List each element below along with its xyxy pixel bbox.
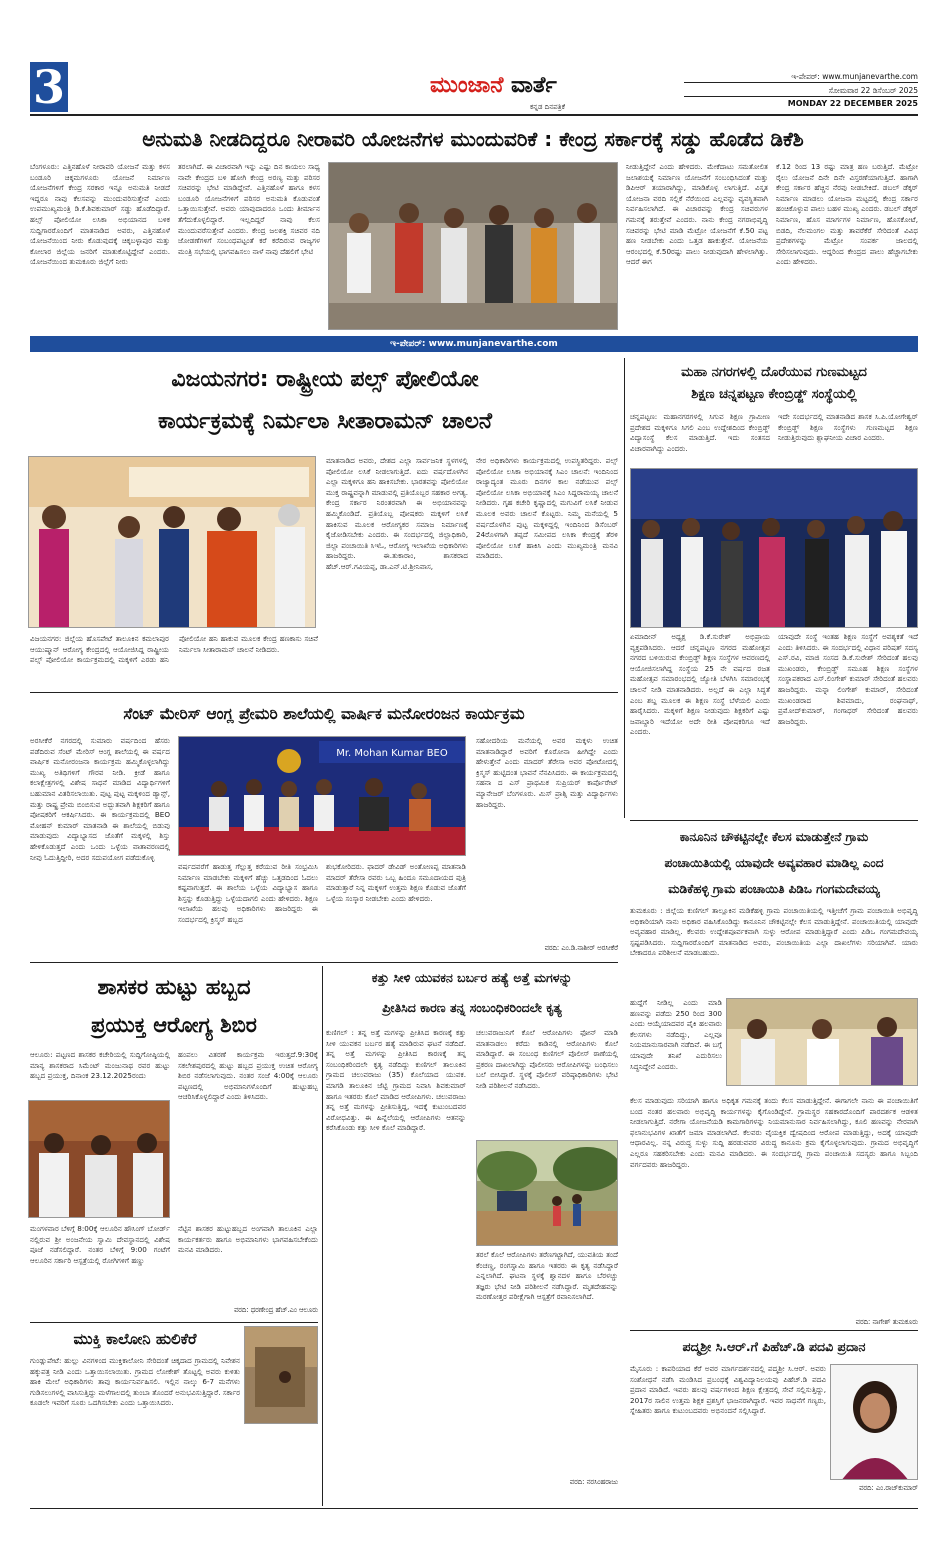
article2-headline-line2: ಕಾರ್ಯಕ್ರಮಕ್ಕೆ ನಿರ್ಮಲಾ ಸೀತಾರಾಮನ್ ಚಾಲನೆ — [157, 409, 493, 434]
article7-col2: ಚಲುವರಾಜುನಿಗೆ ಕೊಲೆ ಆರೋಪಿಗಳು ಫೋನ್ ಮಾಡಿ ಮಾತನಾಡಲು ಕರೆದು ಕಾಡಿನಲ್ಲಿ ಆರೋಪಿಗಳು ಕೊಲೆ ಮಾಡಿದ್ದಾರೆ. ಈ ಸಂಬಂಧ ಕುಣಿಗಲ್ ಪೊಲೀಸ್ ಠಾಣೆಯಲ್ಲಿ ಪ್ರಕರಣ ದಾಖಲಾಗಿದ್ದು ಪೊಲೀಸರು ಆರೋಪಿಗಳನ್ನು ಬಂಧಿಸಲು ಬಲೆ ಬೀಸಿದ್ದಾರೆ. ಸ್ಥಳಕ್ಕೆ ಪೊಲೀಸ್ ವರಿಷ್ಠಾಧಿಕಾರಿಗಳು ಭೇಟಿ ನೀಡಿ ಪರಿಶೀಲನೆ ನಡೆಸಿದರು. — [476, 1028, 618, 1090]
article6-headline-line2: ಪ್ರಯುಕ್ತ ಆರೋಗ್ಯ ಶಿಬಿರ — [91, 1013, 257, 1037]
article8-body: ಗುಂಡ್ಲುಪೇಟೆ: ಹುಲ್ಲು ವಿನಗಳಿಂದ ಮುಕ್ತಿಕಾಲೋನಿ ಸೇರಿದಂತೆ ಚಿಕ್ಕದಾದ ಗ್ರಾಮದಲ್ಲಿ ನಿವೇಶನ ಹಕ್ಕುಪತ್ರ ನೀಡಿ ಎಂದು ಒತ್ತಾಯಿಸಲಾಯಿತು. ಗ್ರಾಮದ ಲೋಕೇಶ್ ತೊಟ್ಟಲ್ಲಿ ಅವರು ಕುಳಿತು ಹಾಕಿ ಮೇಲೆ ಅಧಿಕಾರಿಗಳು ತಾವು ಕಾರ್ಯನಿರ್ವಹಿಸಲಿ. ಇಲ್ಲಿನ ನಾಲ್ಕು 6-7 ಮನೆಗಳು ಗುಡಿಸಲುಗಳಲ್ಲಿ ವಾಸಿಸುತ್ತಿದ್ದು ಮಳೆಗಾಲದಲ್ಲಿ ತುಂಬಾ ತೊಂದರೆ ಅನುಭವಿಸುತ್ತಿದ್ದಾರೆ. ಸರ್ಕಾರ ಕೂಡಲೇ ಇವರಿಗೆ ಸೂರು ಒದಗಿಸಬೇಕು ಎಂದು ಒತ್ತಾಯಿಸಿದರು. — [30, 1356, 240, 1408]
article3-intro-left: ಚನ್ನಪಟ್ಟಣ: ಮಹಾನಗರಗಳಲ್ಲಿ ಸಿಗುವ ಶಿಕ್ಷಣ ಗ್ರಾಮೀಣ ಪ್ರದೇಶದ ಮಕ್ಕಳಿಗೂ ಸಿಗಲಿ ಎಂಬ ಉದ್ದೇಶದಿಂದ ಕೇಂಬ್ರಿಡ್ಜ್ ವಿದ್ಯಾಸಂಸ್ಥೆ ಕೆಲಸ ಮಾಡುತ್ತಿದೆ. ಇದು ಸಂತಸದ ವಿಚಾರವಾಗಿದ್ದು ಎಂದರು. — [630, 412, 770, 453]
article5-body2: ಕೆಲಸ ಮಾಡುವುದು ಸರಿಯಾಗಿ ಹಾಗೂ ಅಧಿಕೃತ ಗಮನಕ್ಕೆ ತಂದು ಕೆಲಸ ಮಾಡುತ್ತಿದ್ದೇನೆ. ಈಗಾಗಲೇ ನಾನು ಈ ಪಂಚಾಯಿತಿಗೆ ಬಂದ ನಂತರ ಹಲವಾರು ಅಭಿವೃದ್ಧಿ ಕಾರ್ಯಗಳನ್ನು ಕೈಗೊಂಡಿದ್ದೇನೆ. ಗ್ರಾಮಸ್ಥರ ಸಹಕಾರದೊಂದಿಗೆ ಪಾರದರ್ಶಕ ಆಡಳಿತ ನೀಡಲಾಗುತ್ತಿದೆ. ನರೇಗಾ ಯೋಜನೆಯಡಿ ಕಾಮಗಾರಿಗಳನ್ನು ನಿಯಮಾನುಸಾರ ನಿರ್ವಹಿಸಲಾಗಿದ್ದು, ಕೂಲಿ ಹಣವನ್ನು ನೇರವಾಗಿ ಫಲಾನುಭವಿಗಳ ಖಾತೆಗೆ ಜಮಾ ಮಾಡಲಾಗಿದೆ. ಕೆಲವರು ವೈಯಕ್ತಿಕ ದ್ವೇಷದಿಂದ ಆರೋಪ ಮಾಡುತ್ತಿದ್ದು, ಅದಕ್ಕೆ ಯಾವುದೇ ಆಧಾರವಿಲ್ಲ. ನನ್ನ ವಿರುದ್ಧ ಸುಳ್ಳು ಸುದ್ದಿ ಹರಡುವವರ ವಿರುದ್ಧ ಕಾನೂನು ಕ್ರಮ ಕೈಗೊಳ್ಳಲಾಗುವುದು. ಗ್ರಾಮದ ಅಭಿವೃದ್ಧಿಗೆ ಎಲ್ಲರೂ ಸಹಕರಿಸಬೇಕು ಎಂದು ಮನವಿ ಮಾಡಿದರು. ಈ ಸಂದರ್ಭದಲ್ಲಿ ಗ್ರಾಮ ಪಂಚಾಯಿತಿ ಸದಸ್ಯರು ಹಾಗೂ ಸಿಬ್ಬಂದಿ ವರ್ಗದವರು ಹಾಜರಿದ್ದರು. — [630, 1096, 918, 1169]
article4-photo-illustration — [179, 737, 466, 856]
article5-credit: ವರದಿ: ನಾಗೇಶ್ ತುಮಕೂರು — [855, 1318, 918, 1326]
article6-bottom2: ನೆಟ್ಟಿನ ಶಾಸಕರ ಹುಟ್ಟುಹಬ್ಬದ ಅಂಗವಾಗಿ ತಾಲೂಕಿನ ಎಲ್ಲಾ ಕಾರ್ಯಕರ್ತರು ಹಾಗೂ ಅಭಿಮಾನಿಗಳು ಭಾಗವಹಿಸಬೇಕೆಂದು ಮನವಿ ಮಾಡಿದರು. — [178, 1224, 318, 1255]
page-number-box: 3 — [30, 62, 68, 112]
article3-photo — [630, 468, 918, 628]
article2-photo-illustration — [29, 457, 316, 628]
article6-headline-line1: ಶಾಸಕರ ಹುಟ್ಟು ಹಬ್ಬದ — [97, 975, 251, 999]
article7-photo — [476, 1140, 618, 1246]
article4-photo — [178, 736, 466, 856]
article1-col2: ತರಲಾಗಿದೆ. ಈ ವಿಚಾರವಾಗಿ ಇನ್ನು ಎಷ್ಟು ದಿನ ಕಾಯಲು ಸಾಧ್ಯ ನಾವೇ ಕೇಂದ್ರದ ಬಳಿ ಹೋಗಿ ಕೇಂದ್ರ ಅರಣ್ಯ ಮತ್ತು ಪರಿಸರ ಸಚಿವರನ್ನು ಭೇಟಿ ಮಾಡಿದ್ದೇವೆ. ಎತ್ತಿನಹೊಳೆ ಹಾಗೂ ಕಳಸ ಬಂಡೂರಿ ಯೋಜನೆಗಳಿಗೆ ಪರಿಸರ ಅನುಮತಿ ಕೊಡುವಂತೆ ಒತ್ತಾಯಿಸುತ್ತೇವೆ. ಅವರು ಯಾವುದಾದರೂ ಒಂದು ತೀರ್ಮಾನ ತೆಗೆದುಕೊಳ್ಳಲಿದ್ದಾರೆ. ಇಲ್ಲದಿದ್ದರೆ ನಾವು ಕೆಲಸ ಮುಂದುವರೆಸುತ್ತೇವೆ ಎಂದರು. ಕೇಂದ್ರ ಜಲಶಕ್ತಿ ಸಚಿವರ ನದಿ ಜೋಡಣೆಗಳಿಗೆ ಸಂಬಂಧಪಟ್ಟಂತೆ ಕರೆ ಕರೆದಿರುವ ರಾಜ್ಯಗಳ ಮಂತ್ರಿ ಸಭೆಯಲ್ಲಿ ಭಾಗವಹಿಸಲು ನಾಳೆ ನಾವು ದೆಹಲಿಗೆ ಭೇಟಿ — [178, 162, 320, 256]
article3-headline-line2: ಶಿಕ್ಷಣ ಚನ್ನಪಟ್ಟಣ ಕೇಂಬ್ರಿಡ್ಜ್ ಸಂಸ್ಥೆಯಲ್ಲಿ — [691, 387, 857, 402]
article8-photo — [244, 1326, 318, 1424]
article4-col3: ಶುಭಕೋರಿದರು. ಫಾದರ್ ಡೇವಿಡ್ ಅಂತೋಣಪ್ಪ ಮಾತನಾಡಿ ಮಾದರ್ ತೆರೇಸಾ ರವರು ಒಬ್ಬ ಹಿಂದೂ ಸಮೂದಾಯದ ಪುತ್ರಿ ಮಾಡುತ್ತಾರೆ ನಿನ್ನ ಮಕ್ಕಳಿಗೆ ಉತ್ತಮ ಶಿಕ್ಷಣ ಕೊಡುವ ಜೊತೆಗೆ ಒಳ್ಳೆಯ ಸಂಸ್ಕಾರ ನೀಡಬೇಕು ಎಂದು ಹೇಳಿದರು. — [326, 862, 466, 903]
article2-caption: ವಿಜಯನಗರ: ಜಿಲ್ಲೆಯ ಹೊಸಪೇಟೆ ತಾಲೂಕಿನ ಕಮಲಾಪುರ ಆಯುಷ್ಮಾನ್ ಆರೋಗ್ಯ ಕೇಂದ್ರದಲ್ಲಿ ಆಯೋಜಿಸಿದ್ದ ರಾಷ್ಟ್ರೀಯ ಪಲ್ಸ್ ಪೋಲಿಯೋ ಕಾರ್ಯಕ್ರಮದಲ್ಲಿ ಮಕ್ಕಳಿಗೆ ಎರಡು ಹನಿ ಪೋಲಿಯೋ ಹನಿ ಹಾಕುವ ಮೂಲಕ ಕೇಂದ್ರ ಹಣಕಾಸು ಸಚಿವೆ ನಿರ್ಮಲಾ ಸೀತಾರಾಮನ್ ಚಾಲನೆ ನೀಡಿದರು. — [30, 634, 318, 665]
article5-photo-illustration — [727, 999, 918, 1086]
article6-photo — [28, 1100, 170, 1218]
article3-caption-left: ಏಮಾದೀನ್ ಅಧ್ಯಕ್ಷ ಡಿ.ಕೆ.ಸುರೇಶ್ ಅಭಿಪ್ರಾಯ ವ್ಯಕ್ತಪಡಿಸಿದರು. ಆದರೆ ಚನ್ನಪಟ್ಟಣ ನಗರದ ಮಹೋತ್ಸವ ನಗರದ ಬಳಿಯಿರುವ ಕೇಂಬ್ರಿಡ್ಜ್ ಶಿಕ್ಷಣ ಸಂಸ್ಥೆಗಳ ಆವರಣದಲ್ಲಿ ಆಯೋಜಿಸಲಾಗಿದ್ದ ಸಂಸ್ಥೆಯ 25 ನೇ ವರ್ಷದ ರಜತ ಮಹೋತ್ಸವ ಸಮಾರಂಭದಲ್ಲಿ ಜ್ಯೋತಿ ಬೆಳಗಿಸಿ ಸಮಾರಂಭಕ್ಕೆ ಚಾಲನೆ ನೀಡಿ ಮಾತನಾಡಿದರು. ಅಲ್ಲದೆ ಈ ಎಲ್ಲಾ ಸಿದ್ಧತೆ ಎಂಬ ಶಬ್ದ ಮೂಲಕ ಈ ಶಿಕ್ಷಣ ಸಂಸ್ಥೆ ಬೆಳೆಯಲಿ ಎಂದು ಹಾರೈಸಿದರು. ಮಕ್ಕಳಿಗೆ ಶಿಕ್ಷಣ ನೀಡುವುದು ಶಿಕ್ಷಕರಿಗೆ ಎಷ್ಟು ಜವಾಬ್ದಾರಿ ಇದೆಯೋ ಅದೇ ರೀತಿ ಪೋಷಕರಿಗೂ ಇದೆ ಎಂದರು. — [630, 632, 770, 737]
article6-col1: ಆಲೂರು: ಪಟ್ಟಣದ ಶಾಸಕರ ಕಚೇರಿಯಲ್ಲಿ ಸುದ್ದಿಗೋಷ್ಠಿಯಲ್ಲಿ ಮಾನ್ಯ ಶಾಸಕರಾದ ಸಿಮೆಂಟ್ ಮಂಜುನಾಥ ರವರ ಹುಟ್ಟು ಹಬ್ಬದ ಪ್ರಯುಕ್ತ, ದಿನಾಂಕ 23.12.2025ರಂದು — [30, 1050, 170, 1081]
epaper-strip[interactable]: ಇ-ಪೇಪರ್: www.munjanevarthe.com — [30, 336, 918, 352]
article4-col4: ಸಹೋದರಿಯ ಮನೆಯಲ್ಲಿ ಅವರ ಮಕ್ಕಳು ಉಚಿತ ಮಾತನಾಡಿದ್ದಾರೆ ಅವರಿಗೆ ಕೊರೋನಾ ಹೀಗಿದ್ದೇ ಎಂದು ಹೇಳುತ್ತೇನೆ ಎಂದು ಮಾದರ್ ತೆರೇಸಾ ಅವರ ಪೋಟೋದಲ್ಲಿ ಕ್ರಿಸ್ಮಸ್ ಹುಟ್ಟಿದಂತ ಭಾವನೆ ನೆನಪಿಸಿದರು. ಈ ಕಾರ್ಯಕ್ರಮದಲ್ಲಿ ಸಹನಾ ದ ಎಸ್ ಪ್ರಾಥಮಿಕ ಸುಪ್ರಿಯರ್ ಕಾರ್ಪೊರೇಟ್ ಮ್ಯಾನೇಜರ್ ಬೆಂಗಳೂರು. ಮಿಸ್ ಪ್ರಾಶ್ಸಿ ಮತ್ತು ವಿದ್ಯಾರ್ಥಿಗಳು ಹಾಜರಿದ್ದರು. — [476, 736, 618, 809]
article1-col1: ಬೆಂಗಳೂರು: ಎತ್ತಿನಹೊಳೆ ನೀರಾವರಿ ಯೋಜನೆ ಮತ್ತು ಕಳಸ ಬಂಡೂರಿ ಚಿಕ್ಕಮಗಳೂರು ಯೋಜನೆ ನಿರ್ಮಾಣ ಯೋಜನೆಗಳಿಗೆ ಕೇಂದ್ರ ಸರಕಾರ ಇನ್ನೂ ಅನುಮತಿ ನೀಡದೆ ಇದ್ದರೂ ನಾವು ಕೆಲಸವನ್ನು ಮುಂದುವರಿಸುತ್ತೇವೆ ಎಂದು ಉಪಮುಖ್ಯಮಂತ್ರಿ ಡಿ.ಕೆ.ಶಿವಕುಮಾರ್ ಸಡ್ಡು ಹೊಡೆದಿದ್ದಾರೆ. ಹಲ್ಸ್ ಪೋಲಿಯೋ ಲಸಿಕಾ ಅಭಿಯಾನದ ಬಳಿಕ ಸುದ್ದಿಗಾರರೊಂದಿಗೆ ಮಾತನಾಡಿದ ಅವರು, ಎತ್ತಿನಹೊಳೆ ಯೋಜನೆಯಿಂದ ನೀರು ಕೊಡುವುದಕ್ಕೆ ಚಿಕ್ಕಬಳ್ಳಾಪುರ ಮತ್ತು ಕೋಲಾರ ಜಿಲ್ಲೆಯ ಜನರಿಗೆ ಮಾತುಕೊಟ್ಟಿದ್ದೇವೆ ಎಂದರು. ಯೋಜನೆಯಿಂದ ತುಮಕೂರು ಜಿಲ್ಲೆಗೆ ನೀರು — [30, 162, 170, 267]
article8-headline: ಮುಕ್ತಿ ಕಾಲೋನಿ ಹುಲಿಕೆರೆ — [73, 1330, 197, 1348]
masthead-date-en: MONDAY 22 DECEMBER 2025 — [787, 99, 918, 108]
article6-col2: ಹಂಪಲು ವಿತರಣೆ ಕಾರ್ಯಕ್ರಮ ಇರುತ್ತದೆ.9:30ಕ್ಕೆ ಸಕಲೇಶಪುರದಲ್ಲಿ ಹುಟ್ಟು ಹಬ್ಬದ ಪ್ರಯುಕ್ತ ಉಚಿತ ಆರೋಗ್ಯ ಶಿಬಿರ ನಡೆಸಲಾಗುವುದು. ನಂತರ ಸಂಜೆ 4:00ಕ್ಕೆ ಆಲೂರು ಪಟ್ಟಣದಲ್ಲಿ ಅಭಿಮಾನಿಗಳೊಂದಿಗೆ ಹುಟ್ಟುಹಬ್ಬ ಆಚರಿಸಿಕೊಳ್ಳಲಿದ್ದಾರೆ ಎಂದು ತಿಳಿಸಿದರು. — [178, 1050, 318, 1102]
article2-col1: ಮಾತನಾಡಿದ ಅವರು, ದೇಶದ ಎಲ್ಲಾ ಸಾರ್ವಜನಿಕ ಸ್ಥಳಗಳಲ್ಲಿ ಪೋಲಿಯೋ ಲಸಿಕೆ ನೀಡಲಾಗುತ್ತಿದೆ. ಐದು ವರ್ಷದೊಳಗಿನ ಎಲ್ಲಾ ಮಕ್ಕಳಿಗೂ ಹನಿ ಹಾಕಿಸಬೇಕು. ಭಾರತವನ್ನು ಪೋಲಿಯೋ ಮುಕ್ತ ರಾಷ್ಟ್ರವನ್ನಾಗಿ ಮಾಡುವಲ್ಲಿ ಪ್ರತಿಯೊಬ್ಬರ ಸಹಕಾರ ಅಗತ್ಯ. ಕೇಂದ್ರ ಸರ್ಕಾರ ನಿರಂತರವಾಗಿ ಈ ಅಭಿಯಾನವನ್ನು ಹಮ್ಮಿಕೊಂಡಿದೆ. ಪ್ರತಿಯೊಬ್ಬ ಪೋಷಕರು ಮಕ್ಕಳಿಗೆ ಲಸಿಕೆ ಹಾಕಿಸುವ ಮೂಲಕ ಆರೋಗ್ಯಕರ ಸಮಾಜ ನಿರ್ಮಾಣಕ್ಕೆ ಕೈಜೋಡಿಸಬೇಕು ಎಂದರು. ಈ ಸಂದರ್ಭದಲ್ಲಿ ಜಿಲ್ಲಾಧಿಕಾರಿ, ಜಿಲ್ಲಾ ಪಂಚಾಯಿತಿ ಸಿಇಓ, ಆರೋಗ್ಯ ಇಲಾಖೆಯ ಅಧಿಕಾರಿಗಳು ಹಾಜರಿದ್ದರು. ಈ.ತುಕಾರಾಂ, ಶಾಸಕರಾದ ಹೆಚ್.ಆರ್.ಗವಿಯಪ್ಪ, ಡಾ.ಎನ್.ಟಿ.ಶ್ರೀನಿವಾಸ, — [326, 456, 468, 571]
article7-col1: ಕುಣಿಗಲ್ : ತನ್ನ ಅತ್ತೆ ಮಗಳನ್ನು ಪ್ರೀತಿಸಿದ ಕಾರಣಕ್ಕೆ ಕತ್ತು ಸೀಳಿ ಯುವಕನ ಬರ್ಬರ ಹತ್ಯೆ ಮಾಡಿರುವ ಘಟನೆ ನಡೆದಿದೆ. ತನ್ನ ಅತ್ತೆ ಮಗಳನ್ನು ಪ್ರೀತಿಸಿದ ಕಾರಣಕ್ಕೆ ತನ್ನ ಸಂಬಂಧಿಕರಿಂದಲೇ ಕೃತ್ಯ ನಡೆದಿದ್ದು ಕುಣಿಗಲ್ ತಾಲೂಕಿನ ಗ್ರಾಮದ ಚಲುವರಾಜು (35) ಕೊಲೆಯಾದ ಯುವಕ. ಮಾಗಡಿ ತಾಲೂಕಿನ ಜೆಟ್ಟಿ ಗ್ರಾಮದ ನಿವಾಸಿ ಶಿವಕುಮಾರ್ ಹಾಗೂ ಇತರರು ಕೊಲೆ ಮಾಡಿದ ಆರೋಪಿಗಳು. ಚಲುವರಾಜು ತನ್ನ ಅತ್ತೆ ಮಗಳನ್ನು ಪ್ರೀತಿಸುತ್ತಿದ್ದ, ಇದಕ್ಕೆ ಕುಟುಂಬದವರ ವಿರೋಧವಿತ್ತು. ಈ ಹಿನ್ನೆಲೆಯಲ್ಲಿ ಆರೋಪಿಗಳು ಆತನನ್ನು ಕರೆಸಿಕೊಂಡು ಕತ್ತು ಸೀಳಿ ಕೊಲೆ ಮಾಡಿದ್ದಾರೆ. — [326, 1028, 466, 1133]
article7-photo-illustration — [477, 1141, 618, 1246]
article1-col3: ನೀಡುತ್ತಿದ್ದೇನೆ ಎಂದು ಹೇಳಿದರು. ಮೇಕೆದಾಟು ಸಮತೋಲಿತ ಜಲಾಶಯಕ್ಕೆ ನಿರ್ಮಾಣ ಯೋಜನೆಗೆ ಸಂಬಂಧಿಸಿದಂತೆ ಮತ್ತು ಡಿಪಿಆರ್ ತಯಾರಾಗಿದ್ದು, ಮಾಡಿಕೊಳ್ಳ ಲಾಗುತ್ತಿದೆ. ವಿಸ್ತೃತ ಯೋಜನಾ ವರದಿ ಸಲ್ಲಿಕೆ ನೆರೆಯಿಂದ ಎಲ್ಲವನ್ನು ವ್ಯವಸ್ಥಿತವಾಗಿ ನಿರ್ವಹಿಸಲಾಗಿದೆ. ಈ ವಿಚಾರವನ್ನು ಕೇಂದ್ರ ಸಚಿವರುಗಳ ಗಮನಕ್ಕೆ ತರುತ್ತೇವೆ ಎಂದರು. ನಾನು ಕೇಂದ್ರ ನಗರಾಭಿವೃದ್ಧಿ ಸಚಿವರನ್ನು ಭೇಟಿ ಮಾಡಿ ಮೆಟ್ರೋ ಯೋಜನೆಗೆ ಕೆ.50 ಪಟ್ಟ ಹಣ ನೀಡಬೇಕು ಎಂದು ಒತ್ತಡ ಹಾಕುತ್ತೇನೆ. ಯೋಜನೆಯ ಆರಂಭದಲ್ಲಿ ಕೆ.50ರಷ್ಟು ಪಾಲು ನೀಡುವುದಾಗಿ ಹೇಳಲಾಗಿತ್ತು. ಆದರೆ ಈಗ — [626, 162, 768, 267]
article7-headline-line1: ಕತ್ತು ಸೀಳಿ ಯುವಕನ ಬರ್ಬರ ಹತ್ಯೆ ಅತ್ತೆ ಮಗಳನ್ನು — [371, 970, 573, 985]
article9-body: ಮೈಸೂರು : ಕಾಪರಿಯಾದ ಕೆರೆ ಅವರ ಮಾರ್ಗದರ್ಶನದಲ್ಲಿ ಪದ್ಮಶ್ರೀ ಸಿ.ಆರ್. ಅವರು ಸಂಶೋಧನೆ ನಡೆಸಿ ಮಂಡಿಸಿದ ಪ್ರಬಂಧಕ್ಕೆ ವಿಶ್ವವಿದ್ಯಾನಿಲಯವು ಪಿಹೆಚ್.ಡಿ ಪದವಿ ಪ್ರದಾನ ಮಾಡಿದೆ. ಇವರು ಹಲವು ವರ್ಷಗಳಿಂದ ಶಿಕ್ಷಣ ಕ್ಷೇತ್ರದಲ್ಲಿ ಸೇವೆ ಸಲ್ಲಿಸುತ್ತಿದ್ದು, 2017ರ ಸಾಲಿನ ಉತ್ತಮ ಶಿಕ್ಷಕ ಪ್ರಶಸ್ತಿಗೆ ಭಾಜನರಾಗಿದ್ದಾರೆ. ಇವರ ಸಾಧನೆಗೆ ಗಣ್ಯರು, ಸ್ನೇಹಿತರು ಹಾಗೂ ಕುಟುಂಬದವರು ಅಭಿನಂದನೆ ಸಲ್ಲಿಸಿದ್ದಾರೆ. — [630, 1364, 826, 1416]
article2-col2: ನೇರ ಅಧಿಕಾರಿಗಳು ಕಾರ್ಯಕ್ರಮದಲ್ಲಿ ಉಪಸ್ಥಿತರಿದ್ದರು. ಪಲ್ಸ್ ಪೋಲಿಯೋ ಲಸಿಕಾ ಅಭಿಯಾನಕ್ಕೆ ಸಿಎಂ ಚಾಲನೆ: ಇಂದಿನಿಂದ ರಾಜ್ಯಾದ್ಯಂತ ಮೂರು ದಿನಗಳ ಕಾಲ ನಡೆಯುವ ಪಲ್ಸ್ ಪೋಲಿಯೋ ಲಸಿಕಾ ಅಭಿಯಾನಕ್ಕೆ ಸಿಎಂ ಸಿದ್ದರಾಮಯ್ಯ ಚಾಲನೆ ನೀಡಿದರು. ಗೃಹ ಕಚೇರಿ ಕೃಷ್ಣಾದಲ್ಲಿ ಮಗುವಿಗೆ ಲಸಿಕೆ ನೀಡುವ ಮೂಲಕ ಅವರು ಚಾಲನೆ ಕೊಟ್ಟರು. ನಿಮ್ಮ ಮನೆಯಲ್ಲಿ 5 ವರ್ಷದೊಳಗಿನ ಪುಟ್ಟ ಮಕ್ಕಳಿದ್ದಲ್ಲಿ ಇಂದಿನಿಂದ ಡಿಸೆಂಬರ್ 24ರೊಳಗಾಗಿ ತಪ್ಪದೆ ಸಮೀಪದ ಲಸಿಕಾ ಕೇಂದ್ರಕ್ಕೆ ತೆರಳಿ ಪೋಲಿಯೋ ಲಸಿಕೆ ಹಾಕಿಸಿ ಎಂದು ಮುಖ್ಯಮಂತ್ರಿ ಮನವಿ ಮಾಡಿದರು. — [476, 456, 618, 561]
article5-body-left: ಹುದ್ದೆಗೆ ನೀಡಿಲ್ಲ ಎಂದು ಮಾಡಿ ಹಣವನ್ನು ಪಡೆದು 250 ರಿಂದ 300 ಎಂದು ಆಯ್ಕೆಯಾದವರ ಪೈಕಿ ಹಲವಾರು ಕೆಲಸಗಳು ನಡೆದಿದ್ದು, ಎಲ್ಲವೂ ನಿಯಮಾನುಸಾರವಾಗಿ ನಡೆದಿವೆ. ಈ ಬಗ್ಗೆ ಯಾವುದೇ ತನಿಖೆ ಎದುರಿಸಲು ಸಿದ್ಧನಿದ್ದೇನೆ ಎಂದರು. — [630, 998, 722, 1071]
article3-headline-line1: ಮಹಾ ನಗರಗಳಲ್ಲಿ ದೊರೆಯುವ ಗುಣಮಟ್ಟದ — [681, 365, 867, 380]
article1-photo-illustration — [329, 163, 618, 330]
article7-headline-line2: ಪ್ರೀತಿಸಿದ ಕಾರಣ ತನ್ನ ಸಂಬಂಧಿಕರಿಂದಲೇ ಕೃತ್ಯ — [382, 1000, 562, 1015]
masthead-title — [430, 68, 630, 104]
article6-bottom1: ಮಂಗಳವಾರ ಬೆಳಿಗ್ಗೆ 8:00ಕ್ಕೆ ಆಲೂರಿನ ಹೌಸಿಂಗ್ ಬೋರ್ಡ್ ನಲ್ಲಿರುವ ಶ್ರೀ ಅಂಜನೇಯ ಸ್ವಾಮಿ ದೇವಸ್ಥಾನದಲ್ಲಿ ವಿಶೇಷ ಪೂಜೆ ನಡೆಸಲಿದ್ದಾರೆ. ನಂತರ ಬೆಳಿಗ್ಗೆ 9:00 ಗಂಟೆಗೆ ಆಲೂರಿನ ಸರ್ಕಾರಿ ಆಸ್ಪತ್ರೆಯಲ್ಲಿ ರೋಗಿಗಳಿಗೆ ಹಣ್ಣು — [30, 1224, 170, 1265]
masthead-title-black: ವಾರ್ತೆ — [511, 73, 557, 98]
article5-headline-line1: ಕಾನೂನಿನ ಚೌಕಟ್ಟಿನಲ್ಲೇ ಕೆಲಸ ಮಾಡುತ್ತೇನೆ ಗ್ರಾಮ — [679, 830, 869, 844]
article3-intro-right: ಇದೇ ಸಂದರ್ಭದಲ್ಲಿ ಮಾತನಾಡಿದ ಶಾಸಕ ಸಿ.ಪಿ.ಯೋಗೇಶ್ವರ್ ಕೇಂಬ್ರಿಡ್ಜ್ ಶಿಕ್ಷಣ ಸಂಸ್ಥೆಗಳು ಗುಣಮಟ್ಟದ ಶಿಕ್ಷಣ ನೀಡುತ್ತಿರುವುದು ಶ್ಲಾಘನೀಯ ವಿಚಾರ ಎಂದರು. — [778, 412, 918, 443]
article1-col4: ಕೆ.12 ರಿಂದ 13 ರಷ್ಟು ಮಾತ್ರ ಹಣ ಬರುತ್ತಿದೆ. ಮೆಟ್ರೋ ರೈಲು ಯೋಜನೆ ದಿನೇ ದಿನೇ ವಿಸ್ತರಣೆಯಾಗುತ್ತಿದೆ. ಹಾಗಾಗಿ ಕೇಂದ್ರ ಸರ್ಕಾರ ಹೆಚ್ಚಿನ ನೆರವು ನೀಡಬೇಕಿದೆ. ಡಬಲ್ ಡೆಕ್ಕರ್ ನಿರ್ಮಾಣ ಮಾಡಲು ಯೋಜನಾ ಮಟ್ಟದಲ್ಲಿ ಕೇಂದ್ರ ಸರ್ಕಾರ ಹಂಚಿಕೊಳ್ಳುವ ಪಾಲು ಬಹಳ ಮುಖ್ಯ ಎಂದರು. ಡಬಲ್ ಡೆಕ್ಕರ್ ನಿರ್ಮಾಣ, ಹೊಸ ಮಾರ್ಗಗಳ ನಿರ್ಮಾಣ, ಹೊಸಕೋಟೆ, ಬಿಡದಿ, ನೆಲಮಂಗಲ ಮತ್ತು ತಾವರೆಕೆರೆ ಸೇರಿದಂತೆ ವಿವಿಧ ಪ್ರದೇಶಗಳನ್ನು ಮೆಟ್ರೋ ಸಂಪರ್ಕ ಜಾಲದಲ್ಲಿ ಸೇರಿಸಲಾಗುವುದು. ಆದ್ದರಿಂದ ಕೇಂದ್ರದ ಪಾಲು ಹೆಚ್ಚಾಗಬೇಕು ಎಂದು ಹೇಳಿದರು. — [776, 162, 918, 267]
article2-headline-line1: ವಿಜಯನಗರ: ರಾಷ್ಟ್ರೀಯ ಪಲ್ಸ್ ಪೋಲಿಯೋ — [171, 367, 479, 392]
article5-body1: ತುಮಕೂರು : ಜಿಲ್ಲೆಯ ಕುಣಿಗಲ್ ತಾಲ್ಲೂಕಿನ ಮಡಿಕೆಹಳ್ಳಿ ಗ್ರಾಮ ಪಂಚಾಯಿತಿಯಲ್ಲಿ ಇತ್ತೀಚೆಗೆ ಗ್ರಾಮ ಪಂಚಾಯಿತಿ ಅಭಿವೃದ್ಧಿ ಅಧಿಕಾರಿಯಾಗಿ ನಾನು ಅಧಿಕಾರ ವಹಿಸಿಕೊಂಡಿದ್ದು ಕಾನೂನಿನ ಚೌಕಟ್ಟಿನಲ್ಲೇ ಕೆಲಸ ಮಾಡುತ್ತಿದ್ದೇನೆ. ಪಂಚಾಯಿತಿಯಲ್ಲಿ ಯಾವುದೇ ಅವ್ಯವಹಾರ ಮಾಡಿಲ್ಲ. ಕೆಲವರು ಉದ್ದೇಶಪೂರ್ವಕವಾಗಿ ಸುಳ್ಳು ಆರೋಪ ಮಾಡುತ್ತಿದ್ದಾರೆ ಎಂದು ಪಿಡಿಒ ಗಂಗಮದೇವಯ್ಯ ಸ್ಪಷ್ಟಪಡಿಸಿದರು. ಸುದ್ದಿಗಾರರೊಂದಿಗೆ ಮಾತನಾಡಿದ ಅವರು, ಪಂಚಾಯಿತಿಯ ಎಲ್ಲಾ ದಾಖಲೆಗಳು ಸರಿಯಾಗಿವೆ. ಯಾರು ಬೇಕಾದರೂ ಪರಿಶೀಲನೆ ಮಾಡಬಹುದು. — [630, 906, 918, 958]
article5-photo — [726, 998, 918, 1086]
article3-caption-right: ಯಾವುದೇ ಸಂಸ್ಥೆ ಇಂತಹ ಶಿಕ್ಷಣ ಸಂಸ್ಥೆಗೆ ಅವಶ್ಯಕತೆ ಇದೆ ಎಂದು ತಿಳಿಸಿದರು. ಈ ಸಂದರ್ಭದಲ್ಲಿ ವಿಧಾನ ಪರಿಷತ್ ಸದಸ್ಯ ಎಸ್.ರವಿ, ಮಾಜಿ ಸಂಸದ ಡಿ.ಕೆ.ಸುರೇಶ್ ಸೇರಿದಂತೆ ಹಲವು ಮುಖಂಡರು, ಕೇಂಬ್ರಿಡ್ಜ್ ಸಮೂಹ ಶಿಕ್ಷಣ ಸಂಸ್ಥೆಗಳ ಸಂಸ್ಥಾಪಕರಾದ ಎಸ್.ಲಿಂಗೇಶ್ ಕುಮಾರ್ ಸೇರಿದಂತೆ ಹಲವರು ಹಾಜರಿದ್ದರು. ಮನ್ನಾ ಲಿಂಗೇಶ್ ಕುಮಾರ್, ಸೇರಿದಂತೆ ಮುಖಂಡರಾದ ಶಿವಮಾದು, ರಂಘನಾಥ್, ಪ್ರಮೋದ್‌ಕುಮಾರ್, ಗಂಗಾಧರ್ ಸೇರಿದಂತೆ ಹಲವರು ಹಾಜರಿದ್ದರು. — [778, 632, 918, 726]
article9-headline: ಪದ್ಮಶ್ರೀ ಸಿ.ಆರ್.ಗೆ ಪಿಹೆಚ್.ಡಿ ಪದವಿ ಪ್ರದಾನ — [682, 1339, 866, 1354]
article9-credit: ವರದಿ: ಎಂ.ರಾಜ್‌ಕುಮಾರ್ — [859, 1484, 918, 1492]
article6-credit: ವರದಿ: ಧರಣೇಂದ್ರ ಹೆಚ್.ಎಂ ಆಲೂರು — [233, 1306, 318, 1314]
masthead-tagline: ಕನ್ನಡ ದಿನಪತ್ರಿಕೆ — [530, 103, 566, 111]
article7-bottom1: ತರಲೆ ಕೊಲೆ ಆರೋಪಿಗಳು ತರೆಣಗಟ್ಟಾಗಿದೆ, ಯುವತಿಯ ತಂದೆ ಕೆಂಚಣ್ಣ, ರಂಗಸ್ವಾಮಿ ಹಾಗೂ ಇತರರು ಈ ಕೃತ್ಯ ನಡೆಸಿದ್ದಾರೆ ಎನ್ನಲಾಗಿದೆ. ಘಟನಾ ಸ್ಥಳಕ್ಕೆ ಶ್ವಾನದಳ ಹಾಗೂ ಬೆರಳಚ್ಚು ತಜ್ಞರು ಭೇಟಿ ನೀಡಿ ಪರಿಶೀಲನೆ ನಡೆಸಿದ್ದಾರೆ. ಮೃತದೇಹವನ್ನು ಮರಣೋತ್ತರ ಪರೀಕ್ಷೆಗಾಗಿ ಆಸ್ಪತ್ರೆಗೆ ರವಾನಿಸಲಾಗಿದೆ. — [476, 1250, 618, 1302]
article1-photo — [328, 162, 618, 330]
article9-photo — [830, 1364, 918, 1480]
article5-headline-line2: ಪಂಚಾಯಿತಿಯಲ್ಲಿ ಯಾವುದೇ ಅವ್ಯವಹಾರ ಮಾಡಿಲ್ಲ ಎಂದ — [664, 856, 884, 870]
article2-photo — [28, 456, 316, 628]
article4-col2: ವರ್ಷದವರೆಗೆ ಹಾಡುತ್ತ ಗೆಲ್ಲುತ್ತ ಕರೆಯುವ ರೀತಿ ಸಂಭ್ರಮಿಸಿ ನಿರ್ಮಾಣ ಮಾಡಬೇಕು ಮಕ್ಕಳಿಗೆ ಹೆಚ್ಚು ಒತ್ತಡದಿಂದ ಓದಲು ಕಷ್ಟವಾಗುತ್ತದೆ. ಈ ಶಾಲೆಯ ಒಳ್ಳೆಯ ವಿದ್ಯಾಭ್ಯಾಸ ಹಾಗೂ ಶಿಸ್ತನ್ನು ಕೊಡುತ್ತಿದ್ದು ಒಳ್ಳೆಯದಾಗಲಿ ಎಂದು ಹೇಳಿದರು. ಶಿಕ್ಷಣ ಇಲಾಖೆಯ ಹಲವು ಅಧಿಕಾರಿಗಳು ಹಾಜರಿದ್ದರು ಈ ಸಂದರ್ಭದಲ್ಲಿ ಕ್ರಿಸ್ಮಸ್ ಹಬ್ಬದ — [178, 862, 318, 924]
article3-photo-illustration — [631, 469, 918, 628]
article6-photo-illustration — [29, 1101, 170, 1218]
article4-credit: ವರದಿ: ಎಂ.ಡಿ.ನಾಶೀರ್ ಅರಸೀಕೆರೆ — [544, 944, 618, 952]
article8-photo-illustration — [245, 1327, 318, 1424]
article4-col1: ಅರಸೀಕೆರೆ ನಗರದಲ್ಲಿ ಸುಮಾರು ವರ್ಷದಿಂದ ಹೆಸರು ಪಡೆದಿರುವ ಸೆಂಟ್ ಮೇರಿಸ್ ಆಂಗ್ಲ ಶಾಲೆಯಲ್ಲಿ ಈ ವರ್ಷದ ವಾರ್ಷಿಕ ಮನೋರಂಜನಾ ಕಾರ್ಯಕ್ರಮ ಹಮ್ಮಿಕೊಳ್ಳಲಾಗಿದ್ದು ಮುಖ್ಯ ಅತಿಥಿಗಳಿಗೆ ಗೌರವ ನೀಡಿ. ಕ್ರೀಡೆ ಹಾಗೂ ಕಲಾಕ್ಷೇತ್ರಗಳಲ್ಲಿ ವಿಶೇಷ ಸಾಧನೆ ಮಾಡಿದ ವಿದ್ಯಾರ್ಥಿಗಳಿಗೆ ಬಹುಮಾನ ವಿತರಿಸಲಾಯಿತು. ಪುಟ್ಟ ಪುಟ್ಟ ಮಕ್ಕಳಿಂದ ಡ್ಯಾನ್ಸ್, ಮತ್ತು ರಾಷ್ಟ್ರ ಪ್ರೇಮ ಬಿಂಬಿಸುವ ಅದ್ಭುತವಾಗಿ ಶಿಕ್ಷಕರಿಗೆ ಹಾಗೂ ಪೋಷಕರಿಗೆ ಆಕರ್ಷಿಸಿದರು. ಈ ಕಾರ್ಯಕ್ರಮದಲ್ಲಿ BEO ಮೋಹನ್ ಕುಮಾರ್ ಮಾತನಾಡಿ ಈ ಶಾಲೆಯಲ್ಲಿ ಬಿಡುವು ಮಾಡುವುದು ವಿದ್ಯಾಭ್ಯಾಸದ ಜೊತೆಗೆ ಮಕ್ಕಳಲ್ಲಿ ಶಿಸ್ತು ಹೇಳಿಕೊಡುತ್ತದೆ ಎಂದು ಒಂದು ಒಳ್ಳೆಯ ವಾತಾವರಣದಲ್ಲಿ ನೀವು ಓದುತ್ತಿದ್ದೀರಿ, ಅದರ ಸದುಪಯೋಗ ಪಡೆದುಕೊಳ್ಳಿ — [30, 736, 170, 862]
article5-headline-line3: ಮಡಿಕೆಹಳ್ಳಿ ಗ್ರಾಮ ಪಂಚಾಯಿತಿ ಪಿಡಿಒ ಗಂಗಮದೇವಯ್ಯ — [668, 882, 880, 896]
article4-banner-text: Mr. Mohan Kumar BEO — [336, 748, 448, 759]
article4-headline: ಸೆಂಟ್ ಮೇರಿಸ್ ಆಂಗ್ಲ ಪ್ರೇಮರಿ ಶಾಲೆಯಲ್ಲಿ ವಾರ್ಷಿಕ ಮನೋರಂಜನ ಕಾರ್ಯಕ್ರಮ — [123, 705, 525, 723]
masthead-web[interactable]: ಇ-ಪೇಪರ್: www.munjanevarthe.com — [791, 72, 918, 81]
article7-credit: ವರದಿ: ನರಸಿಂಹರಾಜು — [569, 1478, 618, 1486]
masthead-title-red: ಮುಂಜಾನೆ — [430, 73, 504, 98]
article9-photo-illustration — [831, 1365, 918, 1480]
masthead-date-kn: ಸೋಮವಾರ 22 ಡಿಸೆಂಬರ್ 2025 — [828, 86, 918, 95]
article1-headline: ಅನುಮತಿ ನೀಡದಿದ್ದರೂ ನೀರಾವರಿ ಯೋಜನೆಗಳ ಮುಂದುವರಿಕೆ : ಕೇಂದ್ರ ಸರ್ಕಾರಕ್ಕೆ ಸಡ್ಡು ಹೊಡೆದ ಡಿಕೆಶಿ — [142, 127, 804, 151]
